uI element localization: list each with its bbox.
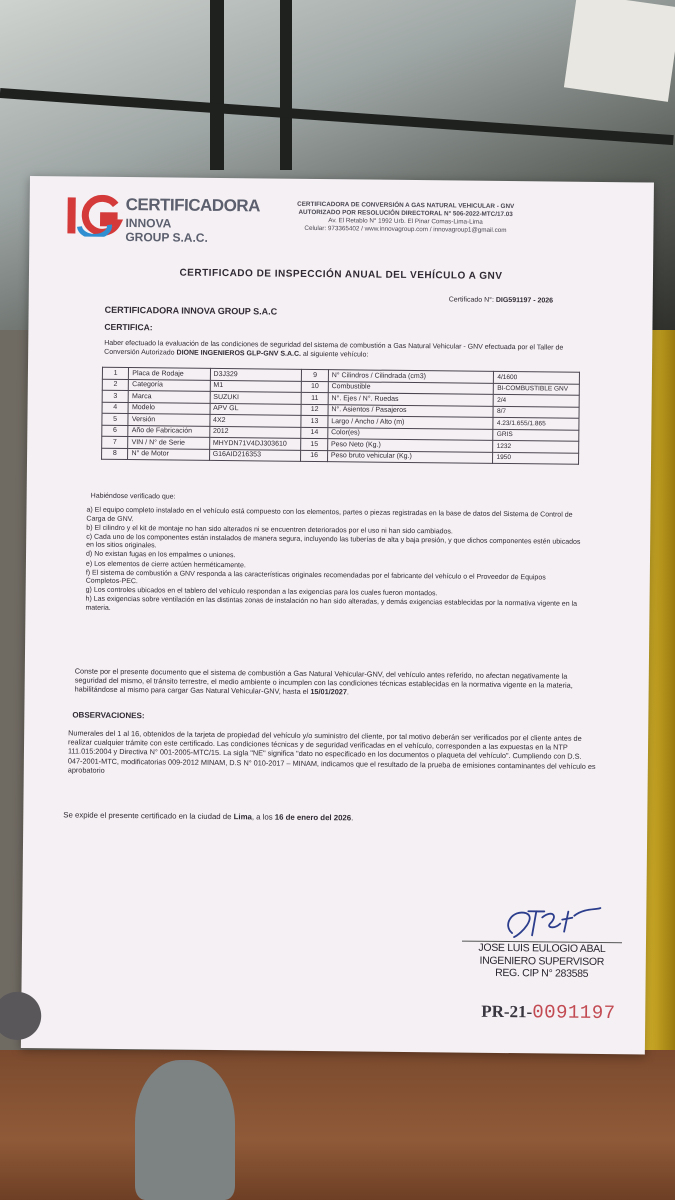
header-info — [255, 200, 555, 236]
field-label: Color(es) — [328, 427, 494, 440]
header-info-line: Celular: 973365402 / www.innovagroup.com / innovagroup1@gmail.com — [304, 225, 507, 235]
row-number: 3 — [102, 390, 128, 402]
row-number: 15 — [301, 438, 327, 450]
certificate-number — [449, 296, 553, 304]
signer-role: INGENIERO SUPERVISOR — [479, 954, 605, 968]
logo-subtitle: INNOVA GROUP S.A.C. — [125, 216, 208, 245]
handwritten-signature-icon — [492, 903, 612, 944]
row-number: 11 — [302, 392, 328, 404]
row-number: 5 — [102, 413, 128, 425]
field-label: Largo / Ancho / Alto (m) — [328, 416, 494, 429]
background-floor — [0, 1050, 675, 1200]
signer-block — [462, 941, 622, 981]
signer-name: JOSE LUIS EULOGIO ABAL — [462, 941, 622, 956]
conste-paragraph: Conste por el presente documento que el sistema de combustión a Gas Natural Vehicular-GNV, del vehículo antes referido, no afectan negativamente la seguridad del mismo, el tránsito terrestre, el medio ambiente o incumplen con las condiciones técnicas establecidas en la normativa vigente en la materia, habilitándose al mismo para cargar Gas Natural Vehicular-GNV, hasta el 15/01/2027. — [74, 666, 573, 697]
row-number: 14 — [301, 427, 327, 439]
field-label: Placa de Rodaje — [129, 368, 210, 380]
field-value: 1950 — [493, 452, 579, 464]
issue-statement — [63, 810, 353, 822]
field-value: GRIS — [493, 429, 579, 441]
field-value: M1 — [210, 380, 302, 392]
header-info-line: Av. El Retablo N° 1992 Urb. El Pinar Comas-Lima-Lima — [328, 217, 483, 226]
field-value: 4.23/1.655/1.865 — [493, 417, 579, 429]
row-number: 4 — [102, 402, 128, 414]
ig-logo-icon — [65, 194, 125, 237]
field-value: APV GL — [210, 403, 302, 415]
document-header — [65, 192, 625, 248]
document-title: CERTIFICADO DE INSPECCIÓN ANUAL DEL VEHÍCULO A GNV — [179, 267, 503, 282]
certificate-document — [21, 176, 654, 1054]
finger-shadow — [0, 992, 41, 1041]
company-name: CERTIFICADORA INNOVA GROUP S.A.C — [104, 304, 278, 317]
field-value: 1232 — [493, 440, 579, 452]
header-info-line: AUTORIZADO POR RESOLUCIÓN DIRECTORAL N° 506-2022-MTC/17.03 — [298, 208, 513, 219]
field-value: 4/1600 — [494, 371, 580, 383]
field-value: 4X2 — [210, 414, 302, 426]
company-logo — [65, 192, 261, 245]
list-item: d) No existan fugas en los empalmes o uniones. — [86, 551, 236, 560]
list-item: c) Cada uno de los componentes están instalados de manera segura, incluyendo las tuberías de alta y baja presión, y que dichos componentes estén ubicados en los sitios originales. — [86, 533, 581, 550]
logo-name: CERTIFICADORA — [125, 195, 261, 216]
field-label: Marca — [129, 391, 210, 403]
intro-text: Haber efectuado la evaluación de las condiciones de seguridad del sistema de combustión a Gas Natural Vehicular - GNV efectuada por el Taller de Conversión Autorizado — [104, 339, 564, 357]
row-number: 7 — [102, 436, 128, 448]
validity-date: 15/01/2027 — [310, 687, 347, 697]
vehicle-data-table — [101, 367, 580, 465]
row-number: 8 — [102, 448, 128, 460]
field-value: G16AID216353 — [209, 449, 301, 461]
field-label: VIN / N° de Serie — [128, 437, 209, 449]
field-label: Categoría — [129, 379, 210, 391]
field-value: 2012 — [209, 426, 301, 438]
field-value: D3J329 — [210, 368, 302, 380]
row-number: 1 — [102, 367, 128, 379]
row-number: 9 — [302, 369, 328, 381]
window-frame-bar — [280, 0, 292, 170]
field-value: MHYDN71V4DJ303610 — [209, 437, 301, 449]
workshop-name: DIONE INGENIEROS GLP-GNV S.A.C. — [176, 349, 302, 358]
list-item: f) El sistema de combustión a GNV responda a las características originales recomendadas por el fabricante del vehículo o el Proveedor de Equipos Completos-PEC. — [85, 569, 546, 586]
field-label: Modelo — [128, 402, 209, 414]
list-item: b) El cilindro y el kit de montaje no han sido alterados ni se encuentren deteriorados por el uso ni han sido cambiados. — [86, 524, 453, 536]
field-label: N°. Asientos / Pasajeros — [328, 404, 494, 417]
field-label: Peso bruto vehicular (Kg.) — [327, 450, 493, 463]
conste-text: Conste por el presente documento que el sistema de combustión a Gas Natural Vehicular-GNV, del vehículo antes referido, no afectan negativamente la seguridad del mismo, el tránsito terrestre, el medio ambiente o incumplen con las condiciones técnicas establecidas en la normativa vigente en la materia, habilitándose al mismo para cargar Gas Natural Vehicular-GNV, hasta el — [74, 666, 573, 697]
verified-heading: Habiéndose verificado que: — [90, 492, 176, 501]
field-label: Combustible — [328, 381, 494, 394]
list-item: g) Los controles ubicados en el tablero del vehículo respondan a las exigencias para los cuales fueron montados. — [85, 586, 438, 598]
issue-date: 16 de enero del 2026 — [274, 812, 352, 823]
certificate-number-value: DIG591197 - 2026 — [495, 296, 554, 305]
row-number: 13 — [301, 415, 327, 427]
serial-prefix: PR-21- — [481, 1001, 533, 1022]
row-number: 2 — [102, 379, 128, 391]
list-item: e) Los elementos de cierre actúen herméticamente. — [85, 560, 246, 569]
row-number: 16 — [301, 450, 327, 462]
serial-value: 0091197 — [532, 1001, 616, 1025]
intro-text-end: al siguiente vehículo: — [300, 350, 369, 359]
field-label: N° de Motor — [128, 448, 209, 460]
field-label: N° Cilindros / Cilindrada (cm3) — [328, 370, 494, 383]
verified-items-list — [85, 507, 581, 619]
signer-registration: REG. CIP N° 283585 — [495, 966, 589, 980]
field-value: BI-COMBUSTIBLE GNV — [494, 383, 580, 395]
intro-paragraph — [104, 339, 574, 362]
field-label: Peso Neto (Kg.) — [327, 439, 493, 452]
header-info-line: CERTIFICADORA DE CONVERSIÓN A GAS NATURAL VEHICULAR - GNV — [297, 200, 515, 211]
field-value: 2/4 — [494, 394, 580, 406]
field-label: Versión — [128, 414, 209, 426]
field-value: SUZUKI — [210, 391, 302, 403]
issue-city: Lima — [233, 812, 252, 822]
certifica-heading: CERTIFICA: — [104, 321, 153, 333]
issue-text: Se expide el presente certificado en la ciudad de — [63, 810, 234, 822]
issue-text-middle: , a los — [251, 812, 275, 822]
background-shoe — [135, 1060, 235, 1200]
list-item: a) El equipo completo instalado en el vehículo está compuesto con los elementos, partes o piezas registradas en la base de datos del Sistema de Control de Carga de GNV. — [86, 506, 573, 523]
certificate-number-label: Certificado N°: — [448, 296, 494, 304]
observations-paragraph: Numerales del 1 al 16, obtenidos de la tarjeta de propiedad del vehículo y/o suministro del cliente, por tal motivo deberán ser verificados por el cliente antes de realizar cualquier trámite con este certificado. Las condiciones técnicas y de seguridad verificadas en el vehículo, corresponden a las expuestas en la NTP 111.015:2004 y Directiva N° 001-2005-MTC/15. La sigla "NE" significa "dato no especificado en los documentos o plaqueta del vehículo". Cumpliendo con D.S. 047-2001-MTC, modificatorias 009-2012 MINAM, D.S N° 010-2017 – MINAM, indicamos que el resultado de la prueba de emisiones contaminantes del vehículo es aprobatorio — [67, 728, 596, 775]
field-label: Año de Fabricación — [128, 425, 209, 437]
observations-heading: OBSERVACIONES: — [72, 710, 145, 721]
list-item: h) Las exigencias sobre ventilación en las distintas zonas de instalación no han sido alteradas, y demás exigencias establecidas por la normativa vigente en la materia. — [85, 596, 578, 612]
field-label: N°. Ejes / N°. Ruedas — [328, 393, 494, 406]
row-number: 10 — [302, 381, 328, 393]
serial-number — [481, 1001, 616, 1024]
row-number: 6 — [102, 425, 128, 437]
window-frame-bar — [210, 0, 224, 170]
field-value: 8/7 — [493, 406, 579, 418]
issue-text-end: . — [351, 813, 354, 823]
background-paper-note — [564, 0, 675, 102]
row-number: 12 — [301, 404, 327, 416]
